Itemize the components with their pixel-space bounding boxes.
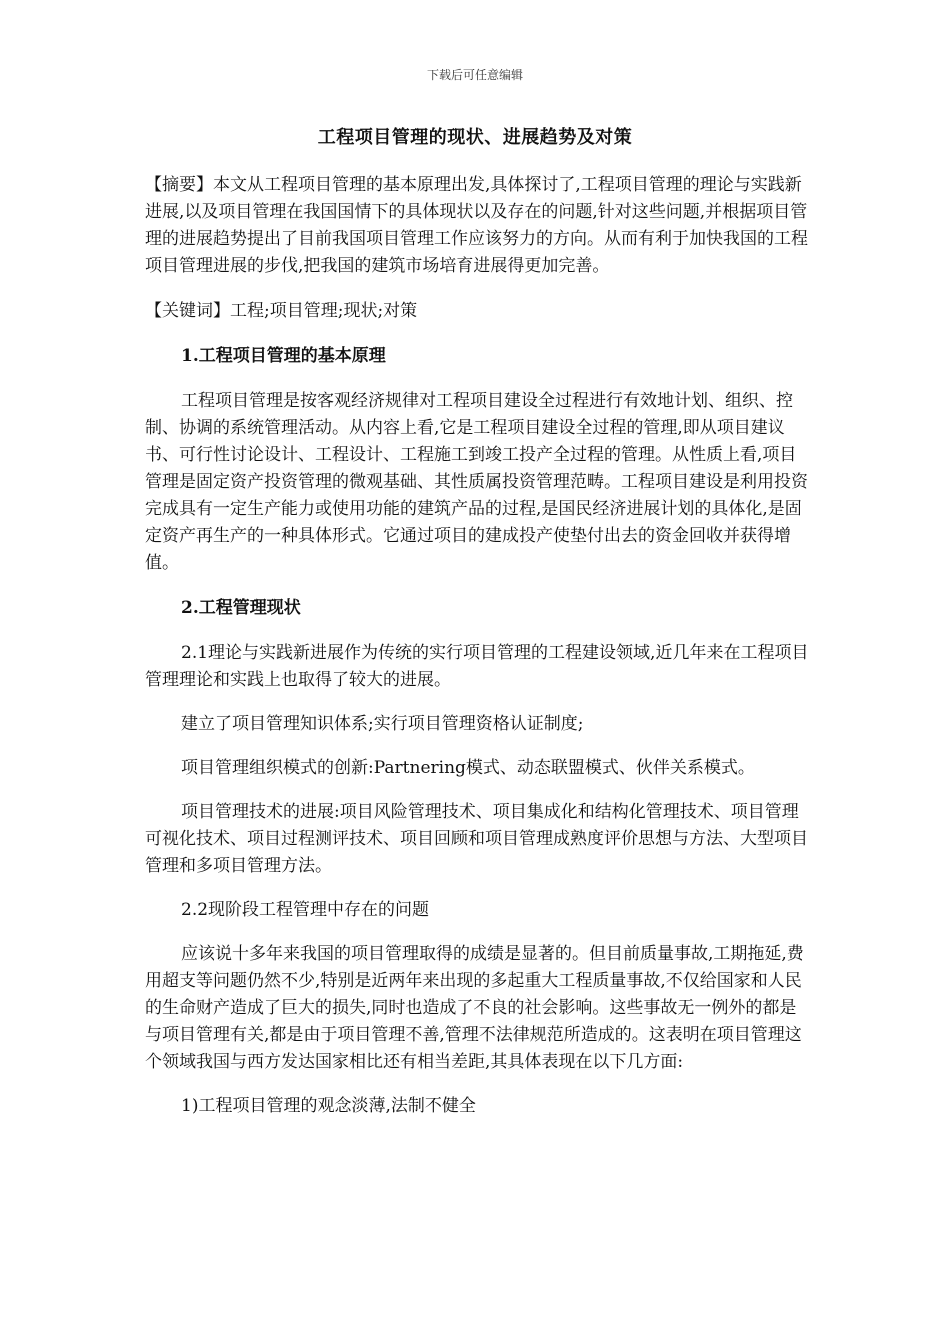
section-2-knowledge-paragraph: 建立了项目管理知识体系;实行项目管理资格认证制度; (181, 714, 584, 734)
section-2-organization-paragraph: 项目管理组织模式的创新:Partnering模式、动态联盟模式、伙伴关系模式。 (181, 758, 755, 778)
header-note: 下载后可任意编辑 (426, 68, 523, 82)
document-title: 工程项目管理的现状、进展趋势及对策 (317, 127, 633, 148)
section-2-technology-paragraph: 项目管理技术的进展:项目风险管理技术、项目集成化和结构化管理技术、项目管理可视化技术、项目过程测评技术、项目回顾和项目管理成熟度评价思想与方法、大型项目管理和多项目管理方法。 (145, 802, 808, 876)
abstract-paragraph: 【摘要】本文从工程项目管理的基本原理出发,具体探讨了,工程项目管理的理论与实践新进展,以及项目管理在我国国情下的具体现状以及存在的问题,针对这些问题,并根据项目管理的进展趋势提出了目前我国项目管理工作应该努力的方向。从而有利于加快我国的工程项目管理进展的步伐,把我国的建筑市场培育进展得更加完善。 (145, 175, 808, 276)
section-2-1-paragraph: 2.1理论与实践新进展作为传统的实行项目管理的工程建设领域,近几年来在工程项目管理理论和实践上也取得了较大的进展。 (145, 643, 809, 690)
document-body (145, 172, 811, 1120)
keywords-paragraph: 【关键词】工程;项目管理;现状;对策 (145, 301, 418, 321)
section-2-heading: 2.工程管理现状 (181, 598, 301, 618)
section-1-heading: 1.工程项目管理的基本原理 (181, 346, 386, 366)
list-item-1: 1)工程项目管理的观念淡薄,法制不健全 (181, 1096, 476, 1116)
section-2-2-subheading: 2.2现阶段工程管理中存在的问题 (181, 900, 430, 920)
section-2-2-paragraph: 应该说十多年来我国的项目管理取得的成绩是显著的。但目前质量事故,工期拖延,费用超支等问题仍然不少,特别是近两年来出现的多起重大工程质量事故,不仅给国家和人民的生命财产造成了巨大的损失,同时也造成了不良的社会影响。这些事故无一例外的都是与项目管理有关,都是由于项目管理不善,管理不法律规范所造成的。这表明在项目管理这个领域我国与西方发达国家相比还有相当差距,其具体表现在以下几方面: (145, 944, 804, 1072)
section-1-paragraph: 工程项目管理是按客观经济规律对工程项目建设全过程进行有效地计划、组织、控制、协调的系统管理活动。从内容上看,它是工程项目建设全过程的管理,即从项目建议书、可行性讨论设计、工程设计、工程施工到竣工投产全过程的管理。从性质上看,项目管理是固定资产投资管理的微观基础、其性质属投资管理范畴。工程项目建设是利用投资完成具有一定生产能力或使用功能的建筑产品的过程,是国民经济进展计划的具体化,是固定资产再生产的一种具体形式。它通过项目的建成投产使垫付出去的资金回收并获得增值。 (145, 391, 808, 573)
